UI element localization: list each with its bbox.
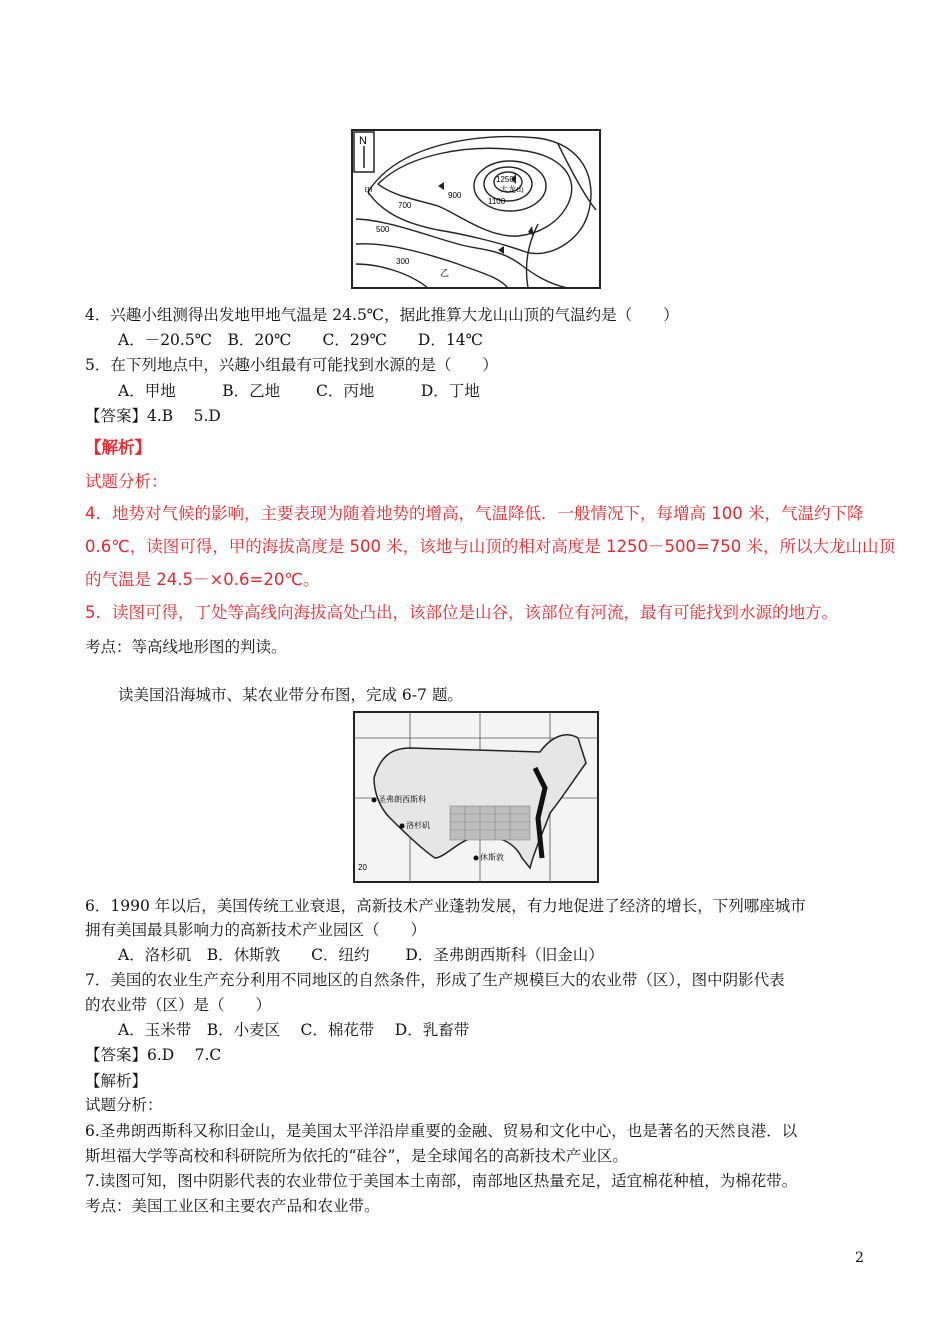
peak-label: 大龙山 (500, 185, 524, 194)
north-label: N (359, 135, 367, 147)
analysis-6-line-2: 斯坦福大学等高校和科研院所为依托的“硅谷”，是全球闻名的高新技术产业区。 (85, 1147, 628, 1165)
analysis-subheading: 试题分析： (85, 472, 168, 491)
question-5-options: A．甲地 B．乙地 C．丙地 D．丁地 (118, 382, 480, 400)
question-7-line-1: 7．美国的农业生产充分利用不同地区的自然条件，形成了生产规模巨大的农业带（区），图中阴影代表 (85, 971, 785, 989)
us-map-figure (350, 708, 602, 886)
label-los-angeles: 洛杉矶 (406, 821, 430, 830)
contour-label-1250: 1250 (496, 175, 514, 184)
analysis-4-line-1: 4．地势对气候的影响，主要表现为随着地势的增高，气温降低．一般情况下，每增高 100 米，气温约下降 (85, 504, 864, 523)
kaodian-2: 考点：美国工业区和主要农产品和农业带。 (85, 1197, 380, 1215)
analysis-2-subheading: 试题分析： (85, 1096, 163, 1114)
analysis-2-heading: 【解析】 (85, 1072, 148, 1090)
label-houston: 休斯敦 (480, 853, 504, 862)
analysis-heading: 【解析】 (85, 438, 151, 457)
question-7-line-2: 的农业带（区）是（ ） (85, 996, 272, 1014)
answer-6-7: 【答案】6.D 7.C (85, 1046, 222, 1064)
contour-label-1100: 1100 (488, 197, 506, 206)
analysis-4-line-2: 0.6℃，读图可得，甲的海拔高度是 500 米，该地与山顶的相对高度是 1250－500=750 米，所以大龙山山顶 (85, 537, 896, 556)
contour-label-300: 300 (396, 257, 410, 266)
analysis-7-line: 7.读图可知，图中阴影代表的农业带位于美国本土南部，南部地区热量充足，适宜棉花种植，为棉花带。 (85, 1172, 798, 1190)
answer-4-5: 【答案】4.B 5.D (85, 407, 221, 425)
question-6-options: A．洛杉矶 B．休斯敦 C．纽约 D．圣弗朗西斯科（旧金山） (118, 946, 604, 964)
question-7-options: A．玉米带 B．小麦区 C．棉花带 D．乳畜带 (118, 1021, 470, 1039)
label-latitude-20: 20 (358, 863, 367, 872)
contour-label-900: 900 (448, 191, 462, 200)
contour-map-figure (348, 124, 604, 294)
intro-6-7: 读美国沿海城市、某农业带分布图，完成 6-7 题。 (118, 686, 463, 704)
question-6-line-2: 拥有美国最具影响力的高新技术产业园区（ ） (85, 921, 427, 939)
contour-label-700: 700 (398, 201, 412, 210)
question-4-stem: 4．兴趣小组测得出发地甲地气温是 24.5℃，据此推算大龙山山顶的气温约是（ ） (85, 306, 679, 324)
question-5-stem: 5．在下列地点中，兴趣小组最有可能找到水源的是（ ） (85, 356, 498, 374)
page-number: 2 (855, 1250, 864, 1266)
contour-label-500: 500 (376, 225, 390, 234)
yi-label: 乙 (440, 269, 450, 279)
jia-label: 甲 (364, 187, 374, 197)
question-6-line-1: 6．1990 年以后，美国传统工业衰退，高新技术产业蓬勃发展，有力地促进了经济的增长，下列哪座城市 (85, 897, 806, 915)
label-san-francisco: 圣弗朗西斯科 (378, 795, 426, 804)
analysis-6-line-1: 6.圣弗朗西斯科又称旧金山，是美国太平洋沿岸重要的金融、贸易和文化中心，也是著名的天然良港．以 (85, 1122, 798, 1140)
kaodian-1: 考点：等高线地形图的判读。 (85, 638, 287, 656)
question-4-options: A．－20.5℃ B．20℃ C．29℃ D．14℃ (118, 331, 483, 349)
analysis-4-line-3: 的气温是 24.5－×0.6=20℃。 (85, 570, 320, 589)
cotton-belt-shading (450, 806, 530, 840)
analysis-5-line: 5．读图可得，丁处等高线向海拔高处凸出，该部位是山谷，该部位有河流，最有可能找到水源的地方。 (85, 603, 838, 622)
